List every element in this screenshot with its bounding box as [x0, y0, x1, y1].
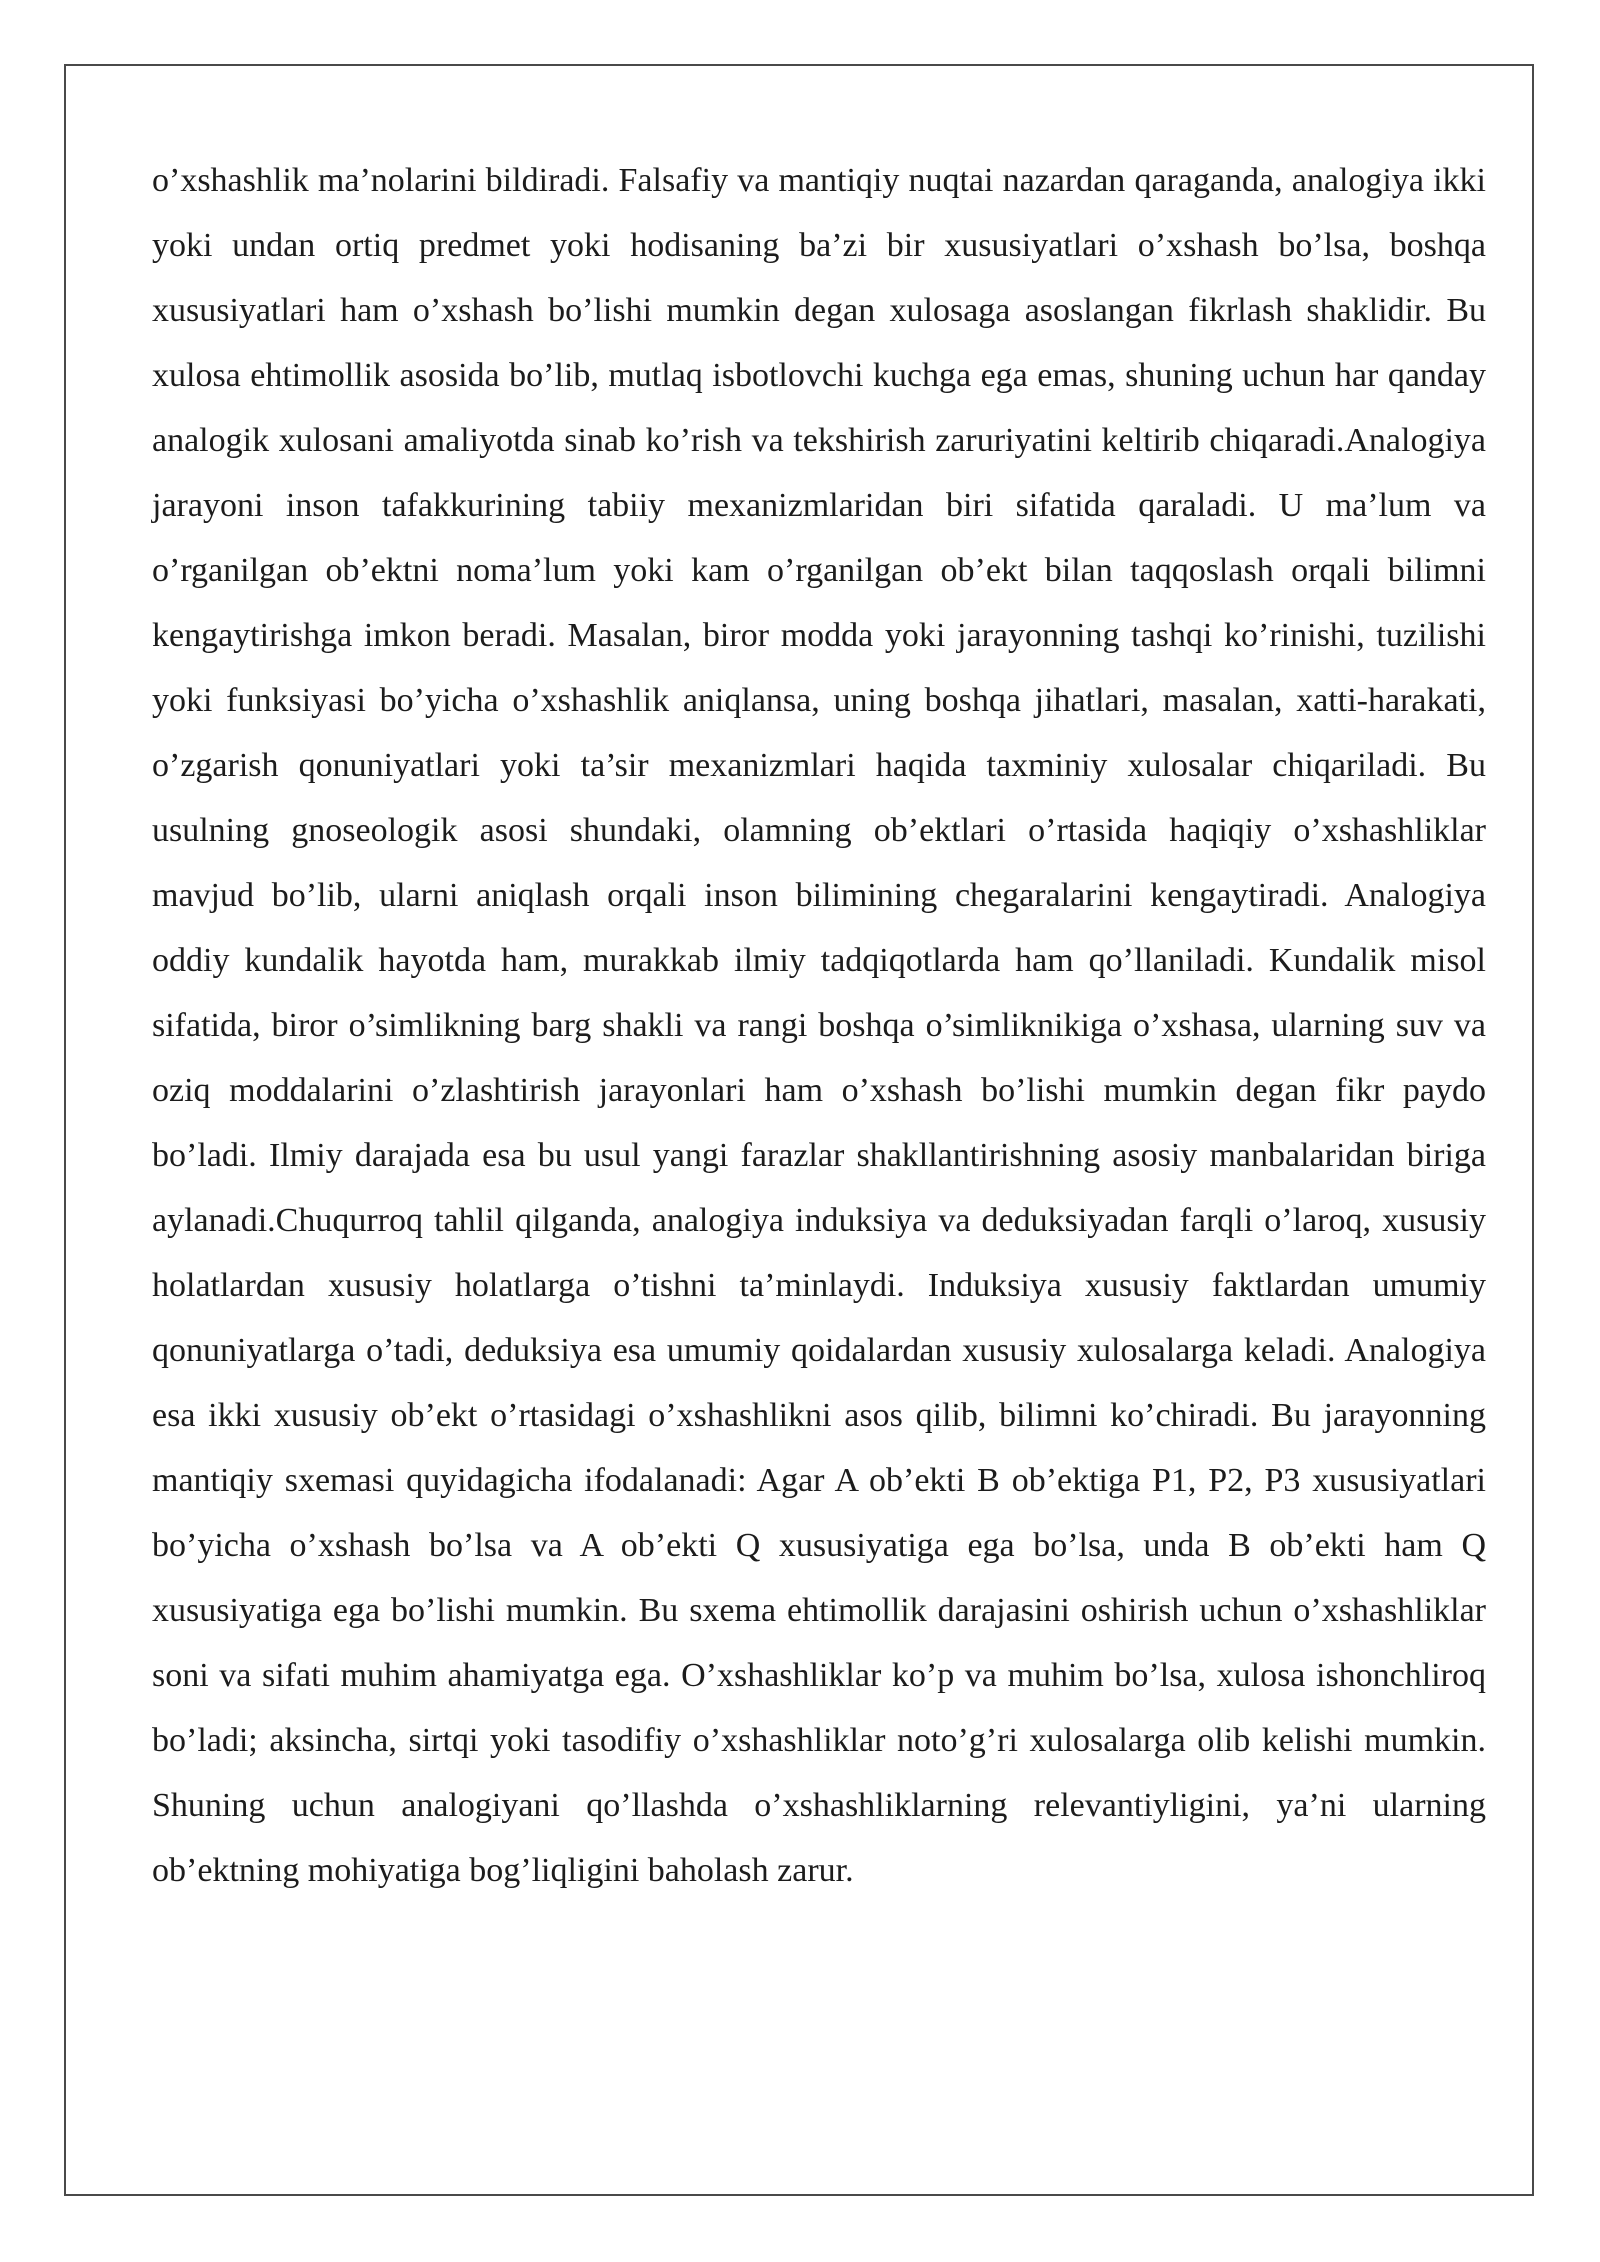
body-paragraph: o’xshashlik ma’nolarini bildiradi. Falsafiy va mantiqiy nuqtai nazardan qaraganda, analogiya ikki yoki undan ortiq predmet yoki hodisaning ba’zi bir xususiyatlari o’xshash bo’lsa, boshqa xususiyatlari ham o’xshash bo’lishi mumkin degan xulosaga asoslangan fikrlash shaklidir. Bu xulosa ehtimollik asosida bo’lib, mutlaq isbotlovchi kuchga ega emas, shuning uchun har qanday analogik xulosani amaliyotda sinab ko’rish va tekshirish zaruriyatini keltirib chiqaradi.Analogiya jarayoni inson tafakkurining tabiiy mexanizmlaridan biri sifatida qaraladi. U ma’lum va o’rganilgan ob’ektni noma’lum yoki kam o’rganilgan ob’ekt bilan taqqoslash orqali bilimni kengaytirishga imkon beradi. Masalan, biror modda yoki jarayonning tashqi ko’rinishi, tuzilishi yoki funksiyasi bo’yicha o’xshashlik aniqlansa, uning boshqa jihatlari, masalan, xatti-harakati, o’zgarish qonuniyatlari yoki ta’sir mexanizmlari haqida taxminiy xulosalar chiqariladi. Bu usulning gnoseologik asosi shundaki, olamning ob’ektlari o’rtasida haqiqiy o’xshashliklar mavjud bo’lib, ularni aniqlash orqali inson bilimining chegaralarini kengaytiradi. Analogiya oddiy kundalik hayotda ham, murakkab ilmiy tadqiqotlarda ham qo’llaniladi. Kundalik misol sifatida, biror o’simlikning barg shakli va rangi boshqa o’simliknikiga o’xshasa, ularning suv va oziq moddalarini o’zlashtirish jarayonlari ham o’xshash bo’lishi mumkin degan fikr paydo bo’ladi. Ilmiy darajada esa bu usul yangi farazlar shakllantirishning asosiy manbalaridan biriga aylanadi.Chuqurroq tahlil qilganda, analogiya induksiya va deduksiyadan farqli o’laroq, xususiy holatlardan xususiy holatlarga o’tishni ta’minlaydi. Induksiya xususiy faktlardan umumiy qonuniyatlarga o’tadi, deduksiya esa umumiy qoidalardan xususiy xulosalarga keladi. Analogiya esa ikki xususiy ob’ekt o’rtasidagi o’xshashlikni asos qilib, bilimni ko’chiradi. Bu jarayonning mantiqiy sxemasi quyidagicha ifodalanadi: Agar A ob’ekti B ob’ektiga P1, P2, P3 xususiyatlari bo’yicha o’xshash bo’lsa va A ob’ekti Q xususiyatiga ega bo’lsa, unda B ob’ekti ham Q xususiyatiga ega bo’lishi mumkin. Bu sxema ehtimollik darajasini oshirish uchun o’xshashliklar soni va sifati muhim ahamiyatga ega. O’xshashliklar ko’p va muhim bo’lsa, xulosa ishonchliroq bo’ladi; aksincha, sirtqi yoki tasodifiy o’xshashliklar noto’g’ri xulosalarga olib kelishi mumkin. Shuning uchun analogiyani qo’llashda o’xshashliklarning relevantiyligini, ya’ni ularning ob’ektning mohiyatiga bog’liqligini baholash zarur.	[152, 162, 1486, 1889]
